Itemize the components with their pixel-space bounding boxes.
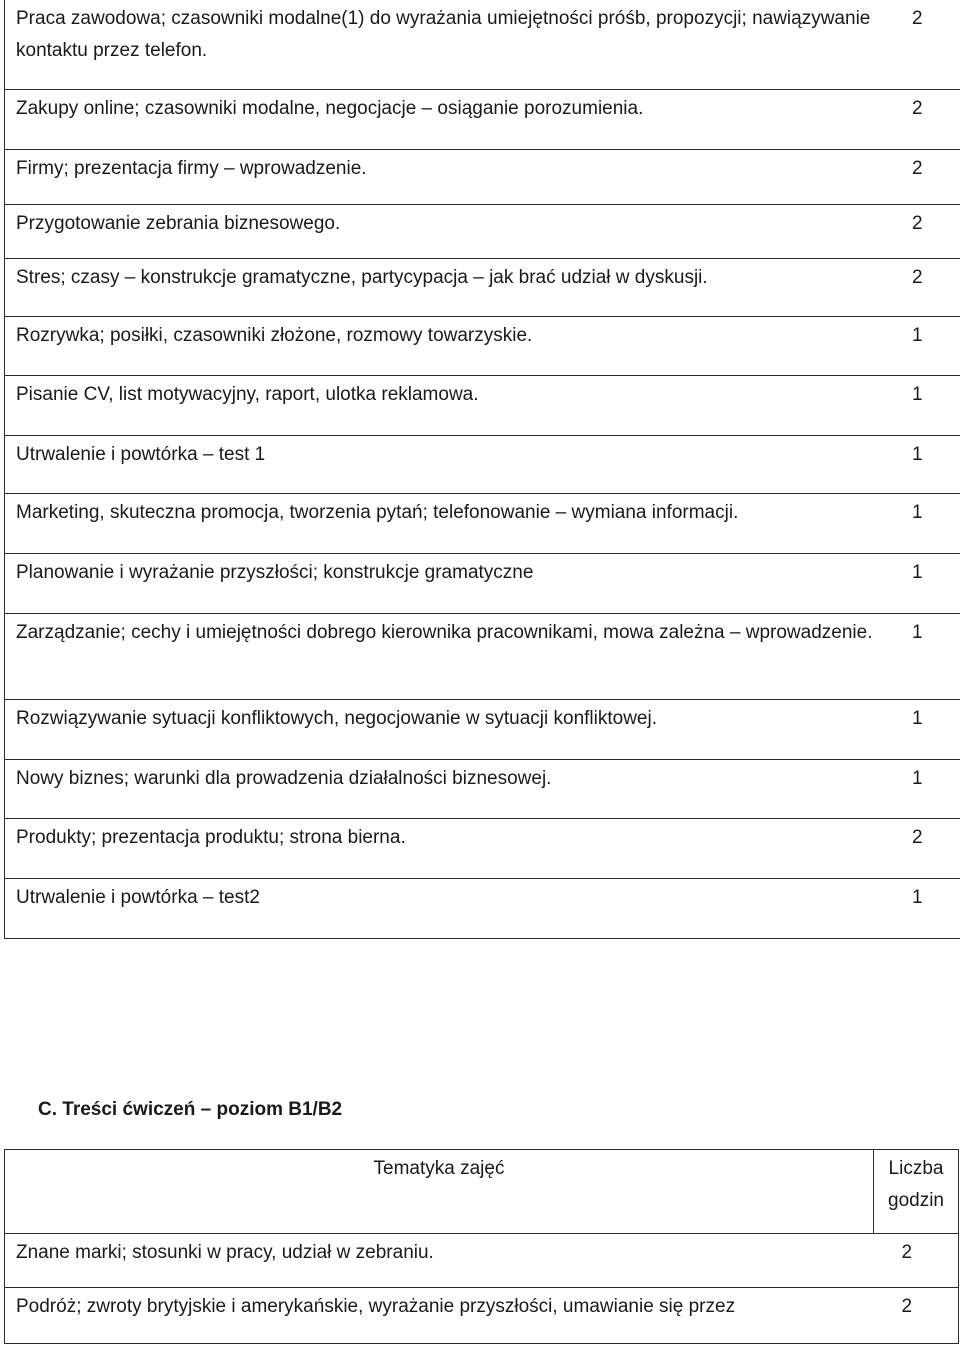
topic-cell: Podróż; zwroty brytyjskie i amerykańskie, wyrażanie przyszłości, umawianie się przez (5, 1288, 874, 1344)
topic-cell: Znane marki; stosunki w pracy, udział w zebraniu. (5, 1234, 874, 1288)
topic-cell: Rozwiązywanie sytuacji konfliktowych, negocjowanie w sytuacji konfliktowej. (5, 699, 885, 759)
table-row (5, 553, 960, 613)
hours-cell: 2 (884, 258, 960, 316)
hours-cell: 2 (884, 0, 960, 89)
table-row (5, 204, 960, 258)
section-heading: C. Treści ćwiczeń – poziom B1/B2 (38, 1099, 343, 1120)
hours-cell: 2 (884, 204, 960, 258)
table-row (5, 258, 960, 316)
table-row (5, 435, 960, 493)
topic-cell: Marketing, skuteczna promocja, tworzenia pytań; telefonowanie – wymiana informacji. (5, 493, 885, 553)
column-header-topic: Tematyka zajęć (5, 1150, 874, 1234)
table-row (5, 493, 960, 553)
hours-cell: 2 (874, 1288, 959, 1344)
hours-cell: 2 (884, 149, 960, 204)
topic-cell: Rozrywka; posiłki, czasowniki złożone, rozmowy towarzyskie. (5, 316, 885, 375)
topics-table-b1 (4, 0, 960, 939)
topic-cell: Praca zawodowa; czasowniki modalne(1) do wyrażania umiejętności próśb, propozycji; nawiązywanie kontaktu przez telefon. (5, 0, 885, 89)
topic-cell: Firmy; prezentacja firmy – wprowadzenie. (5, 149, 885, 204)
hours-cell: 1 (884, 699, 960, 759)
topics-table-b1-b2 (4, 1149, 959, 1344)
table-row (5, 149, 960, 204)
topic-cell: Utrwalenie i powtórka – test2 (5, 878, 885, 938)
topic-cell: Utrwalenie i powtórka – test 1 (5, 435, 885, 493)
table-row (5, 0, 960, 89)
hours-cell: 1 (884, 435, 960, 493)
hours-cell: 1 (884, 878, 960, 938)
column-header-hours: Liczba godzin (874, 1150, 959, 1234)
table-row (5, 759, 960, 818)
table-row (5, 1288, 959, 1344)
table-row (5, 878, 960, 938)
table-row (5, 375, 960, 435)
topic-cell: Nowy biznes; warunki dla prowadzenia działalności biznesowej. (5, 759, 885, 818)
table-row (5, 613, 960, 699)
hours-cell: 1 (884, 613, 960, 699)
hours-cell: 1 (884, 375, 960, 435)
table-row (5, 89, 960, 149)
topic-cell: Planowanie i wyrażanie przyszłości; konstrukcje gramatyczne (5, 553, 885, 613)
topic-cell: Zakupy online; czasowniki modalne, negocjacje – osiąganie porozumienia. (5, 89, 885, 149)
table-header-row (5, 1150, 959, 1234)
hours-cell: 1 (884, 759, 960, 818)
table-row (5, 818, 960, 878)
hours-cell: 2 (884, 818, 960, 878)
hours-cell: 2 (874, 1234, 959, 1288)
hours-cell: 1 (884, 316, 960, 375)
topic-cell: Przygotowanie zebrania biznesowego. (5, 204, 885, 258)
table-row (5, 316, 960, 375)
table-row (5, 1234, 959, 1288)
hours-cell: 1 (884, 553, 960, 613)
topic-cell: Stres; czasy – konstrukcje gramatyczne, partycypacja – jak brać udział w dyskusji. (5, 258, 885, 316)
topic-cell: Pisanie CV, list motywacyjny, raport, ulotka reklamowa. (5, 375, 885, 435)
topic-cell: Produkty; prezentacja produktu; strona bierna. (5, 818, 885, 878)
hours-cell: 2 (884, 89, 960, 149)
hours-cell: 1 (884, 493, 960, 553)
table-row (5, 699, 960, 759)
topic-cell: Zarządzanie; cechy i umiejętności dobrego kierownika pracownikami, mowa zależna – wprowadzenie. (5, 613, 885, 699)
